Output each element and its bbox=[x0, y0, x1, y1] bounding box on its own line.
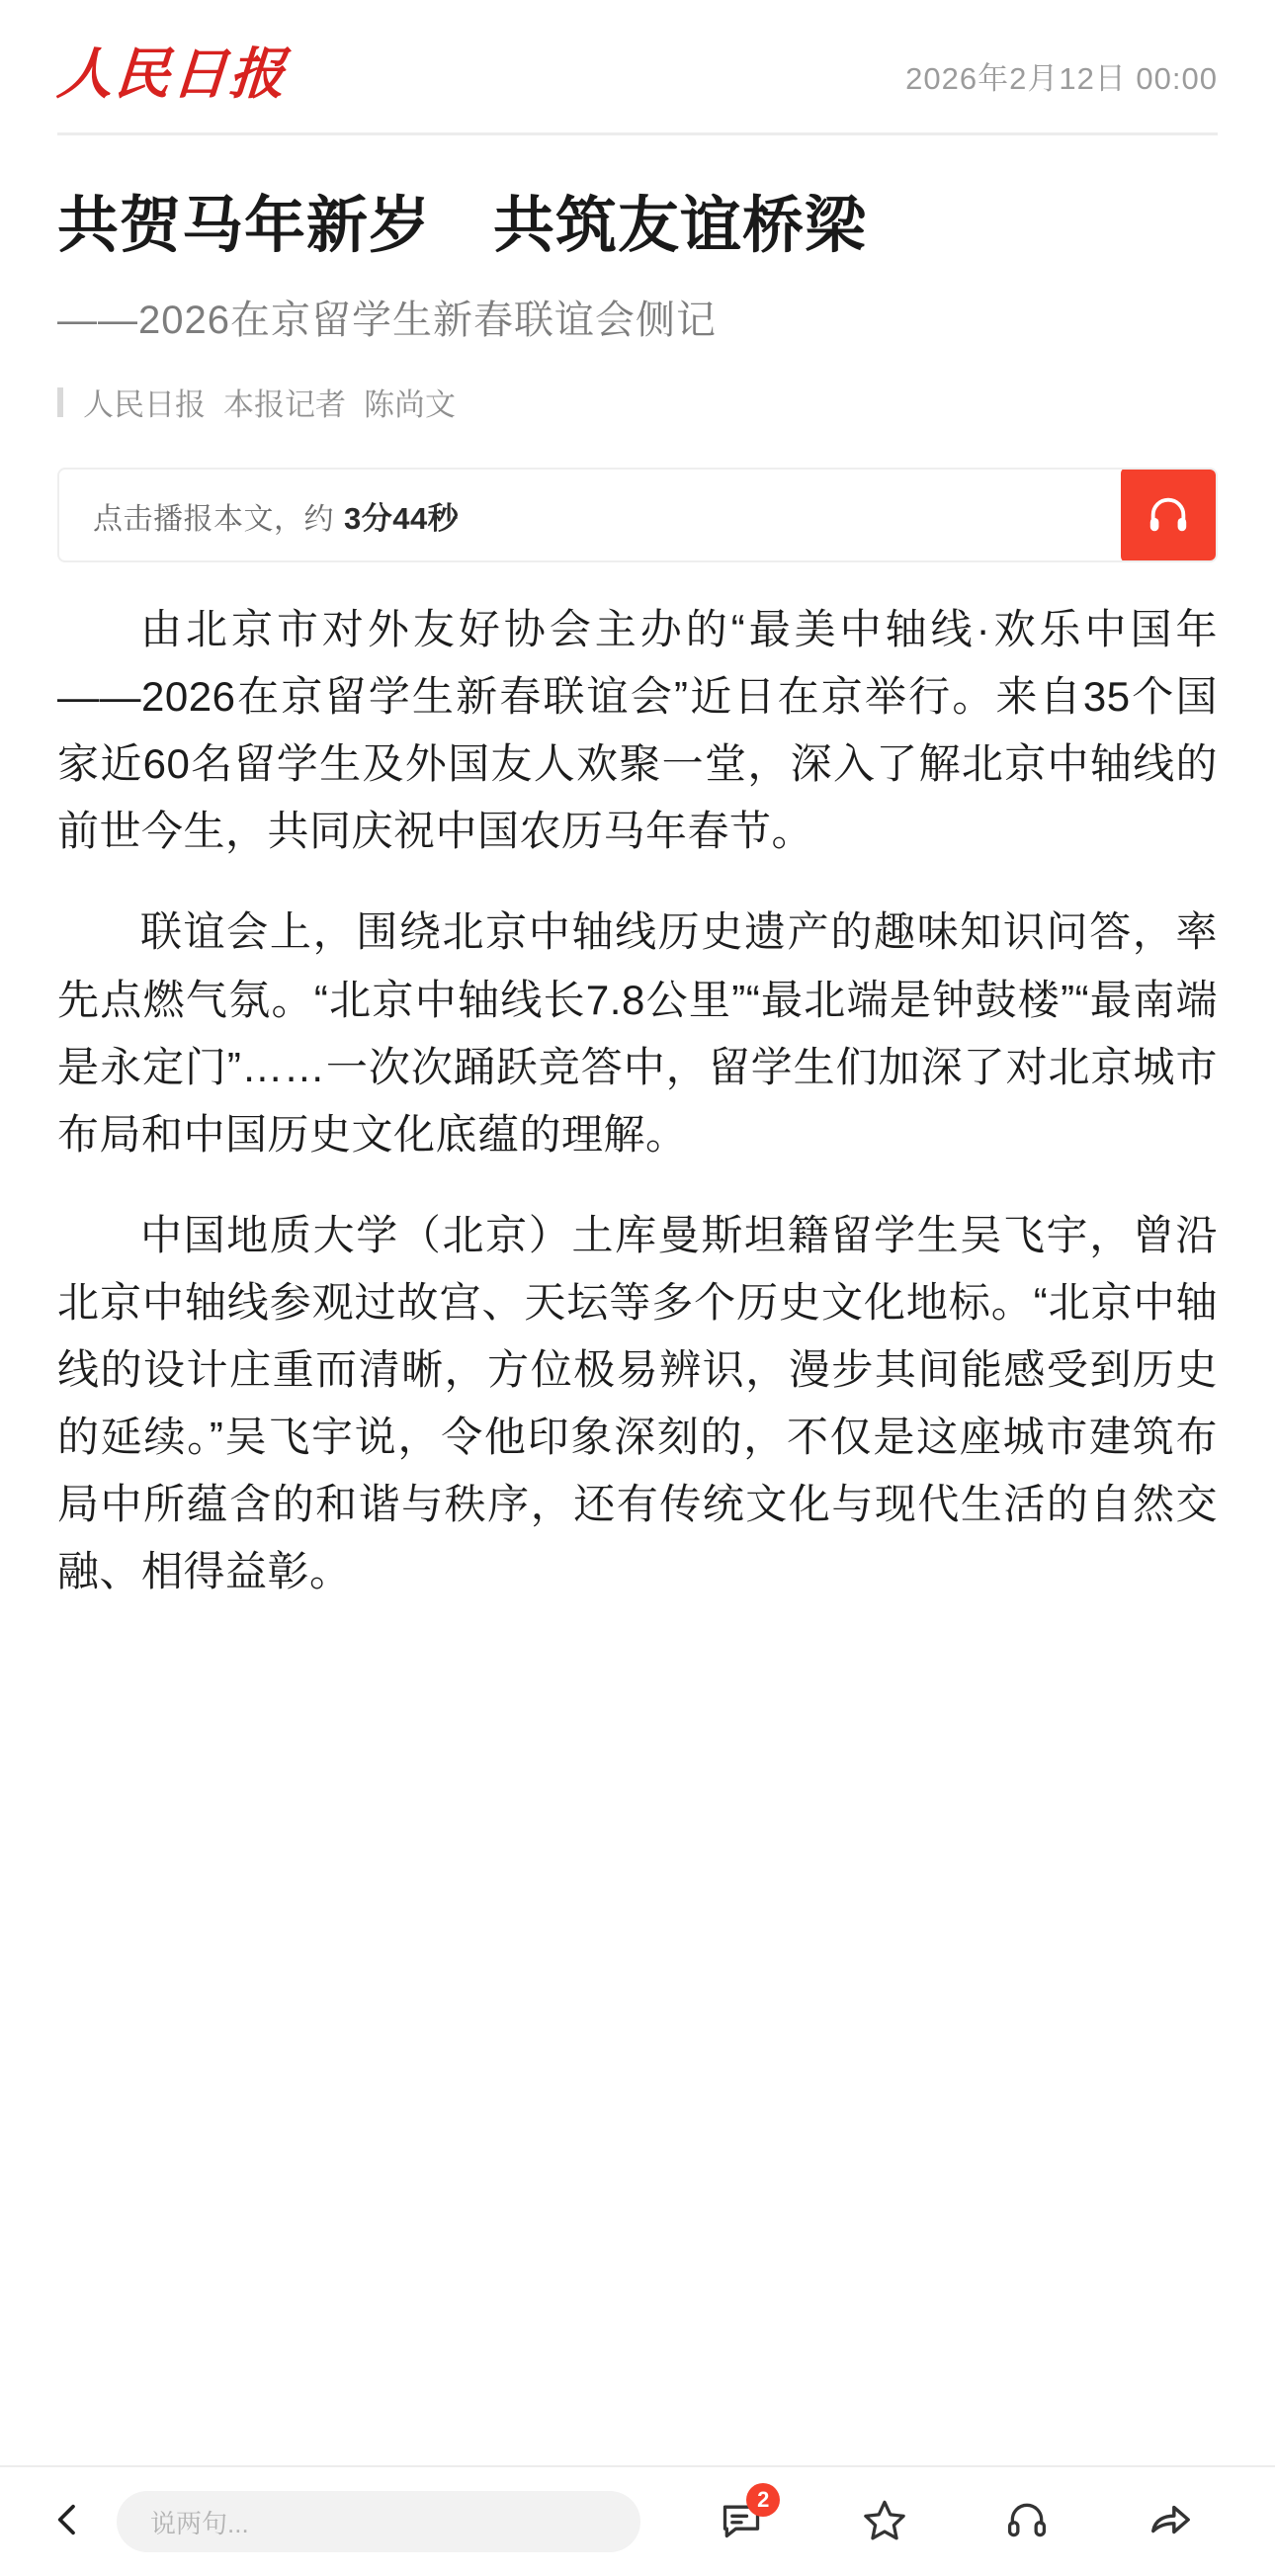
audio-play-button[interactable] bbox=[1121, 468, 1216, 562]
audio-player-label bbox=[59, 493, 459, 538]
audio-duration: 3分44秒 bbox=[344, 500, 460, 536]
bar-action-icons bbox=[640, 2487, 1241, 2556]
byline bbox=[57, 380, 1218, 424]
audio-player-bar[interactable] bbox=[57, 468, 1218, 562]
audio-prefix-text: 点击播报本文，约 bbox=[93, 502, 334, 536]
masthead-title: 人民日报 bbox=[54, 44, 290, 106]
chevron-left-icon bbox=[48, 2500, 88, 2544]
page-title: 共贺马年新岁 共筑友谊桥梁 bbox=[57, 192, 868, 260]
masthead-logo[interactable] bbox=[54, 44, 290, 106]
headphones-icon bbox=[1146, 492, 1191, 538]
comment-count-badge: 2 bbox=[746, 2483, 780, 2517]
share-icon bbox=[1148, 2497, 1193, 2547]
article-body bbox=[57, 596, 1218, 1604]
byline-source: 人民日报 bbox=[83, 387, 206, 423]
listen-button[interactable] bbox=[992, 2487, 1062, 2556]
favorite-button[interactable] bbox=[850, 2487, 919, 2556]
comment-placeholder: 说两句... bbox=[150, 2508, 249, 2538]
byline-author-label: 本报记者 bbox=[223, 387, 346, 423]
article-paragraph: 中国地质大学（北京）土库曼斯坦籍留学生吴飞宇，曾沿北京中轴线参观过故宫、天坛等多个历史文化地标。“北京中轴线的设计庄重而清晰，方位极易辨识，漫步其间能感受到历史的延续。”吴飞宇说，令他印象深刻的，不仅是这座城市建筑布局中所蕴含的和谐与秩序，还有传统文化与现代生活的自然交融、相得益彰。 bbox=[57, 1211, 1218, 1594]
headphones-icon bbox=[1005, 2498, 1049, 2546]
article-paragraph: 联谊会上，围绕北京中轴线历史遗产的趣味知识问答，率先点燃气氛。“北京中轴线长7.8公里”“最北端是钟鼓楼”“最南端是永定门”……一次次踊跃竞答中，留学生们加深了对北京城市布局和中国历史文化底蕴的理解。 bbox=[57, 908, 1218, 1158]
back-button[interactable] bbox=[34, 2500, 103, 2544]
byline-accent-bar bbox=[57, 387, 63, 417]
article-subtitle: ——2026在京留学生新春联谊会侧记 bbox=[57, 299, 717, 343]
byline-author-name: 陈尚文 bbox=[364, 387, 456, 423]
publish-date: 2026年2月12日 00:00 bbox=[905, 60, 1218, 96]
share-button[interactable] bbox=[1136, 2487, 1205, 2556]
comment-input[interactable] bbox=[117, 2491, 640, 2552]
page-header bbox=[0, 0, 1275, 129]
bottom-action-bar bbox=[0, 2465, 1275, 2576]
comment-button[interactable] bbox=[707, 2487, 776, 2556]
article-container bbox=[0, 135, 1275, 1639]
star-icon bbox=[862, 2497, 907, 2547]
article-paragraph: 由北京市对外友好协会主办的“最美中轴线·欢乐中国年——2026在京留学生新春联谊会”近日在京举行。来自35个国家近60名留学生及外国友人欢聚一堂，深入了解北京中轴线的前世今生，共同庆祝中国农历马年春节。 bbox=[57, 606, 1218, 855]
